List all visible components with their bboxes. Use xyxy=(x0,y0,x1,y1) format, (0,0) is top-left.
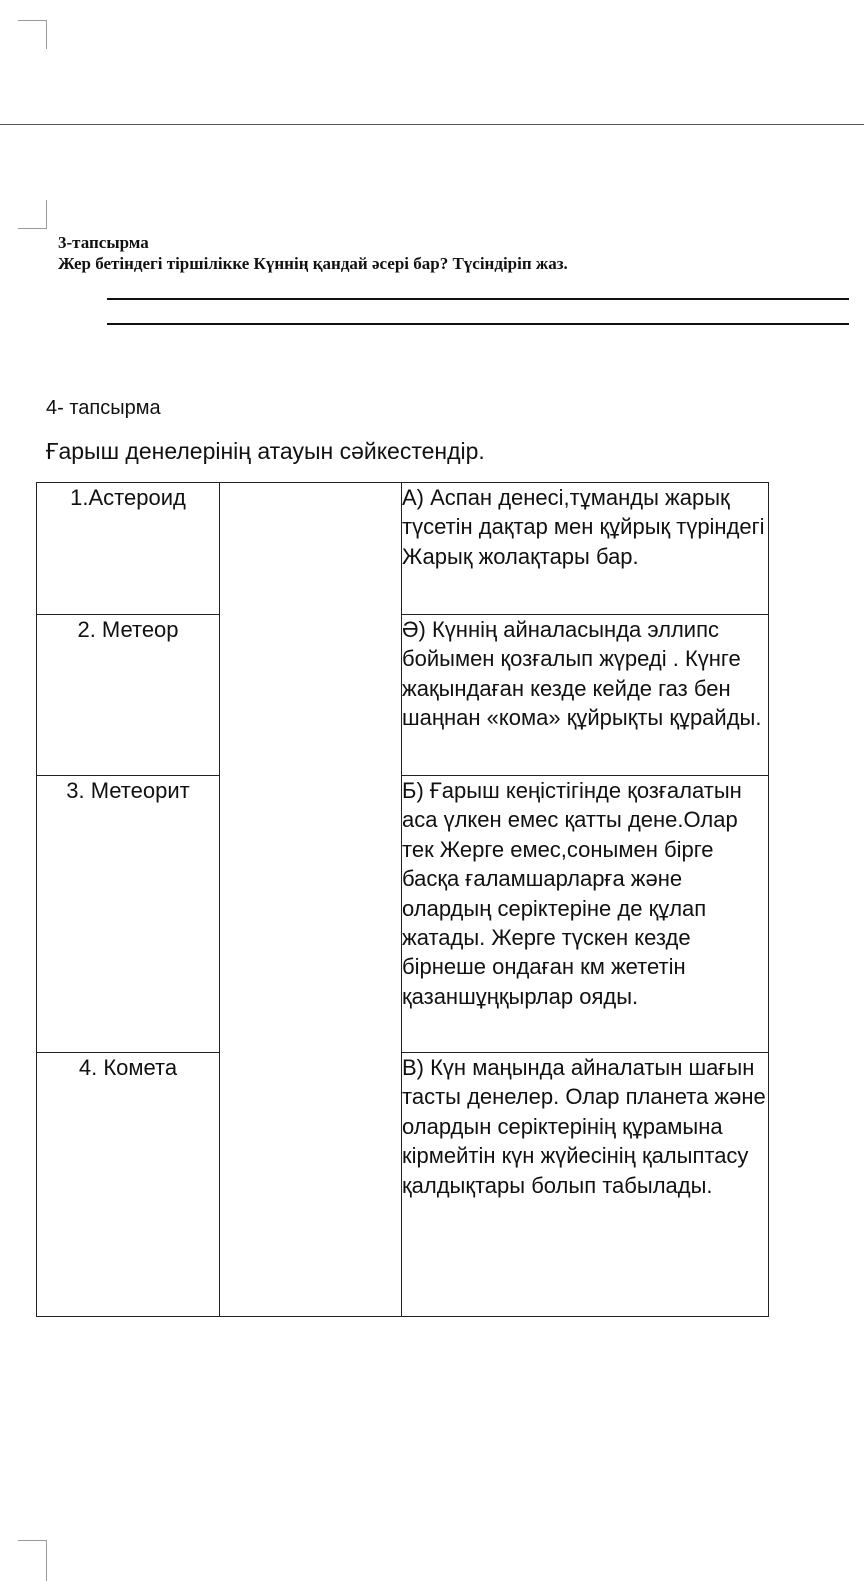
page-corner-mark xyxy=(18,1540,47,1581)
term-cell: 3. Метеорит xyxy=(37,776,220,1053)
definition-cell: Б) Ғарыш кеңістігінде қозғалатын аса үлкен емес қатты дене.Олар тек Жерге емес,сонымен бірге басқа ғаламшарларға және олардың серіктеріне де құлап жатады. Жерге түскен кезде бірнеше ондаған км жететін қазаншұңқырлар ояды. xyxy=(402,776,769,1053)
task3-question: Жер бетіндегі тіршілікке Күннің қандай әсері бар? Түсіндіріп жаз. xyxy=(58,254,568,273)
task4-title: 4- тапсырма xyxy=(46,397,161,419)
definition-cell: В) Күн маңында айналатын шағын тасты денелер. Олар планета және олардын серіктерінің құрамына кірмейтін күн жүйесінің қалыптасу қалдықтары болып табылады. xyxy=(402,1053,769,1317)
term-cell: 4. Комета xyxy=(37,1053,220,1317)
definition-cell: А) Аспан денесі,тұманды жарық түсетін дақтар мен құйрық түріндегі Жарық жолақтары бар. xyxy=(402,483,769,615)
page-break-divider xyxy=(0,124,864,125)
term-cell: 2. Метеор xyxy=(37,615,220,776)
definition-cell: Ә) Күннің айналасында эллипс бойымен қозғалып жүреді . Күнге жақындаған кезде кейде газ бен шаңнан «кома» құйрықты құрайды. xyxy=(402,615,769,776)
answer-line xyxy=(107,298,849,300)
task3-section xyxy=(58,233,568,275)
matching-table xyxy=(36,482,769,1317)
answer-line xyxy=(107,323,849,325)
answer-column xyxy=(220,483,402,1317)
term-cell: 1.Астероид xyxy=(37,483,220,615)
page-corner-mark xyxy=(18,200,47,229)
task4-instruction: Ғарыш денелерінің атауын сәйкестендір. xyxy=(46,438,485,464)
table-row xyxy=(37,1053,769,1317)
table-row xyxy=(37,483,769,615)
task3-title: 3-тапсырма xyxy=(58,233,149,252)
page-corner-mark xyxy=(18,20,47,49)
table-row xyxy=(37,615,769,776)
table-row xyxy=(37,776,769,1053)
